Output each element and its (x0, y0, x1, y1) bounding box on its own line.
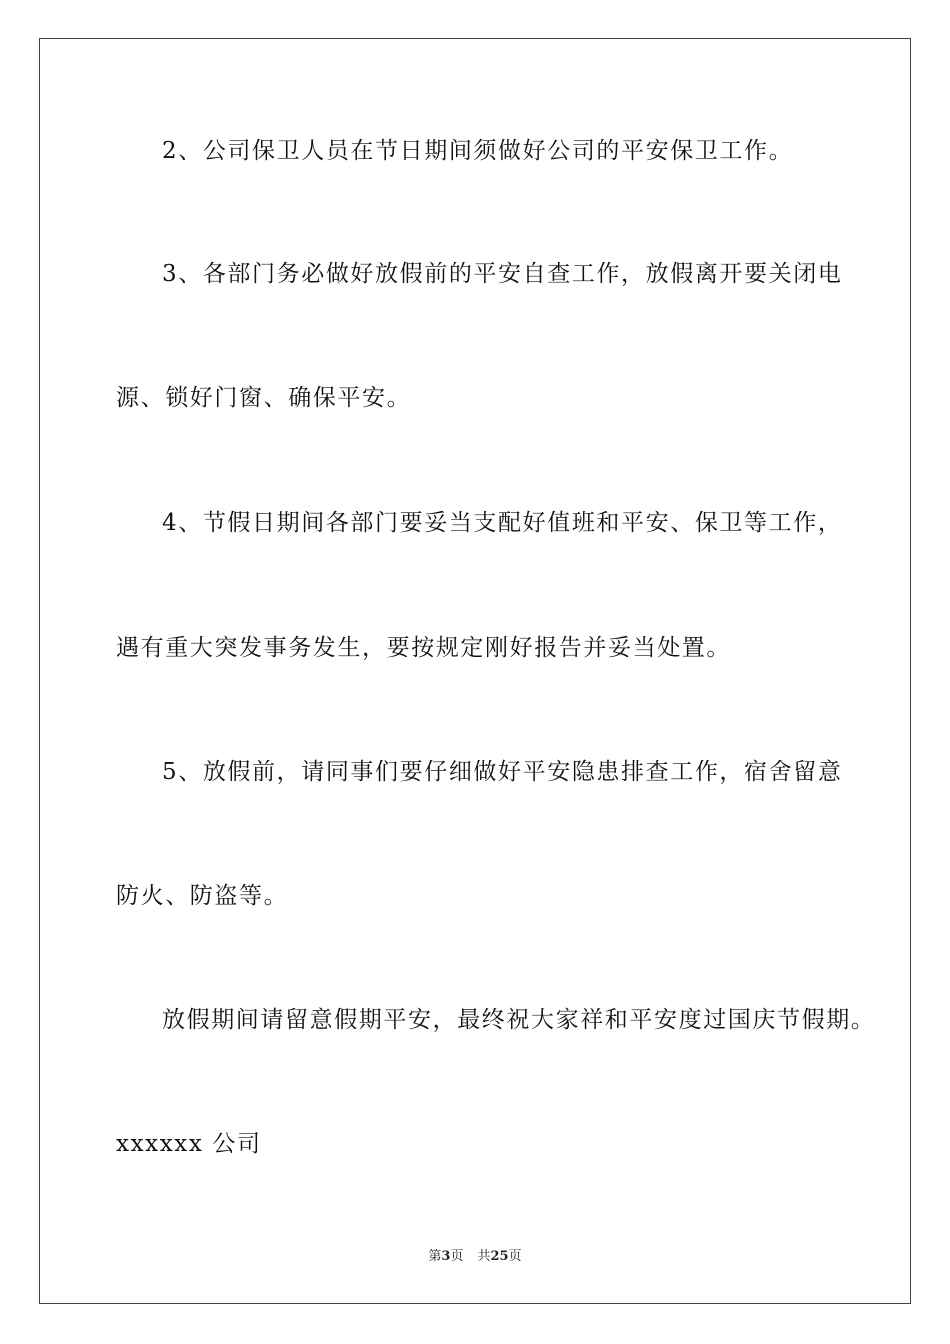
paragraph-line-1: 2、公司保卫人员在节日期间须做好公司的平安保卫工作。 (162, 138, 794, 164)
total-prefix: 共 (477, 1249, 491, 1264)
paragraph-line-4: 4、节假日期间各部门要妥当支配好值班和平安、保卫等工作， (162, 510, 843, 536)
page-suffix: 页 (450, 1249, 464, 1264)
total-suffix: 页 (508, 1249, 522, 1264)
company-signature: xxxxxx 公司 (116, 1131, 262, 1157)
paragraph-line-7: 防火、防盗等。 (116, 883, 289, 909)
page-prefix: 第 (428, 1249, 442, 1264)
paragraph-line-6: 5、放假前，请同事们要仔细做好平安隐患排查工作，宿舍留意 (162, 759, 843, 785)
page-border (39, 38, 911, 1304)
page-number: 3 (441, 1249, 451, 1264)
paragraph-line-3: 源、锁好门窗、确保平安。 (116, 385, 412, 411)
paragraph-line-2: 3、各部门务必做好放假前的平安自查工作，放假离开要关闭电 (162, 261, 843, 287)
total-pages: 25 (490, 1249, 509, 1264)
paragraph-line-8: 放假期间请留意假期平安，最终祝大家祥和平安度过国庆节假期。 (162, 1007, 876, 1033)
paragraph-line-5: 遇有重大突发事务发生，要按规定刚好报告并妥当处置。 (116, 635, 731, 661)
page-footer (0, 1248, 950, 1266)
